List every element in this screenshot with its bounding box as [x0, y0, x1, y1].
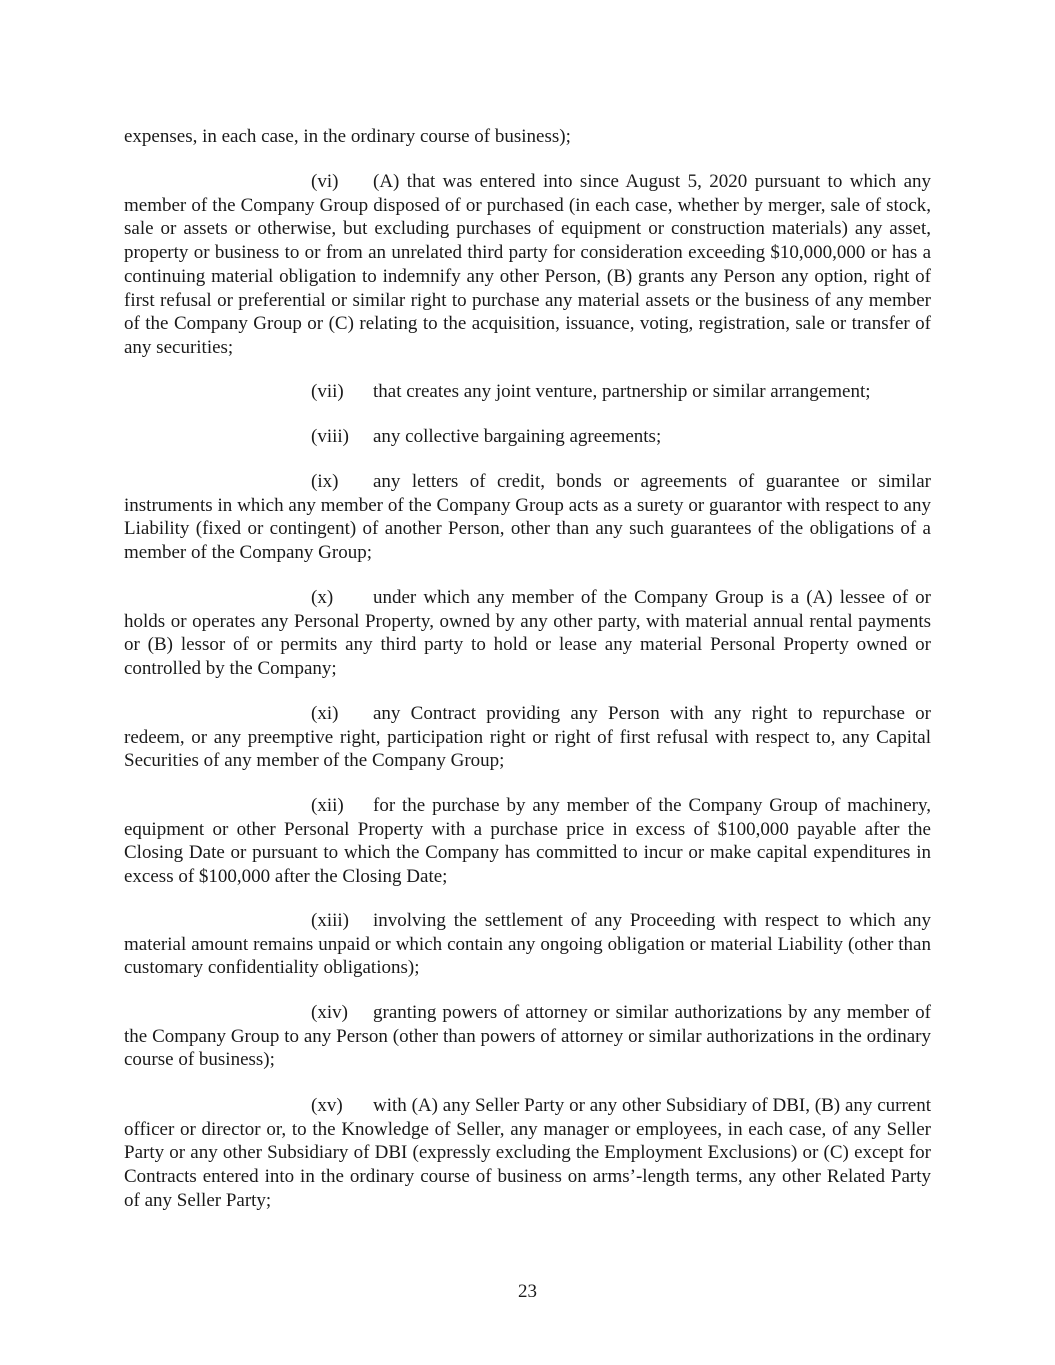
list-item-vii [124, 380, 931, 404]
list-item-xiii [124, 909, 931, 980]
item-marker: (viii) [311, 426, 349, 447]
item-text: (A) that was entered into since August 5, 2020 pursuant to which any member of the Company Group disposed of or purchased (in each case, whether by merger, sale of stock, sale or assets or otherwise, but excluding purchases of equipment or construction materials) any asset, property or business to or from an unrelated third party for consideration exceeding $10,000,000 or has a continuing material obligation to indemnify any other Person, (B) grants any Person any option, right of first refusal or preferential or similar right to purchase any material assets or the business of any member of the Company Group or (C) relating to the acquisition, issuance, voting, registration, sale or transfer of any securities; [124, 171, 931, 358]
item-marker: (xiv) [311, 1002, 348, 1023]
item-marker: (xii) [311, 795, 344, 816]
list-item-ix [124, 470, 931, 565]
item-text: granting powers of attorney or similar authorizations by any member of the Company Group to any Person (other than powers of attorney or similar authorizations in the ordinary course of business); [124, 1002, 931, 1071]
list-item-xii [124, 794, 931, 889]
list-item-viii [124, 425, 931, 449]
list-item-x [124, 586, 931, 681]
item-text: any collective bargaining agreements; [373, 426, 662, 447]
item-text: any Contract providing any Person with any right to repurchase or redeem, or any preemptive right, participation right or right of first refusal with respect to, any Capital Securities of any member of the Company Group; [124, 703, 931, 772]
item-marker: (ix) [311, 471, 339, 492]
item-text: involving the settlement of any Proceeding with respect to which any material amount remains unpaid or which contain any ongoing obligation or material Liability (other than customary confidentiality obligations); [124, 910, 931, 979]
item-text: under which any member of the Company Group is a (A) lessee of or holds or operates any Personal Property, owned by any other party, with material annual rental payments or (B) lessor of or permits any third party to hold or lease any material Personal Property owned or controlled by the Company; [124, 587, 931, 680]
lead-paragraph [124, 125, 931, 149]
item-marker: (vii) [311, 381, 344, 402]
item-text: for the purchase by any member of the Company Group of machinery, equipment or other Personal Property with a purchase price in excess of $100,000 payable after the Closing Date or pursuant to which the Company has committed to incur or make capital expenditures in excess of $100,000 after the Closing Date; [124, 795, 931, 888]
list-item-vi [124, 170, 931, 360]
item-marker: (xv) [311, 1095, 343, 1116]
list-item-xi [124, 702, 931, 773]
item-marker: (x) [311, 587, 334, 608]
list-item-xiv [124, 1001, 931, 1072]
item-marker: (xi) [311, 703, 339, 724]
item-text: that creates any joint venture, partnership or similar arrangement; [373, 381, 871, 402]
page-number: 23 [518, 1281, 537, 1302]
item-text: with (A) any Seller Party or any other Subsidiary of DBI, (B) any current officer or director or, to the Knowledge of Seller, any manager or employees, in each case, of any Seller Party or any other Subsidiary of DBI (expressly excluding the Employment Exclusions) or (C) except for Contracts entered into in the ordinary course of business on arms’-length terms, any other Related Party of any Seller Party; [124, 1095, 931, 1211]
item-marker: (vi) [311, 171, 339, 192]
list-item-xv [124, 1094, 931, 1213]
lead-text: expenses, in each case, in the ordinary course of business); [124, 126, 571, 147]
item-marker: (xiii) [311, 910, 349, 931]
item-text: any letters of credit, bonds or agreements of guarantee or similar instruments in which any member of the Company Group acts as a surety or guarantor with respect to any Liability (fixed or contingent) of another Person, other than any such guarantees of the obligations of a member of the Company Group; [124, 471, 931, 564]
